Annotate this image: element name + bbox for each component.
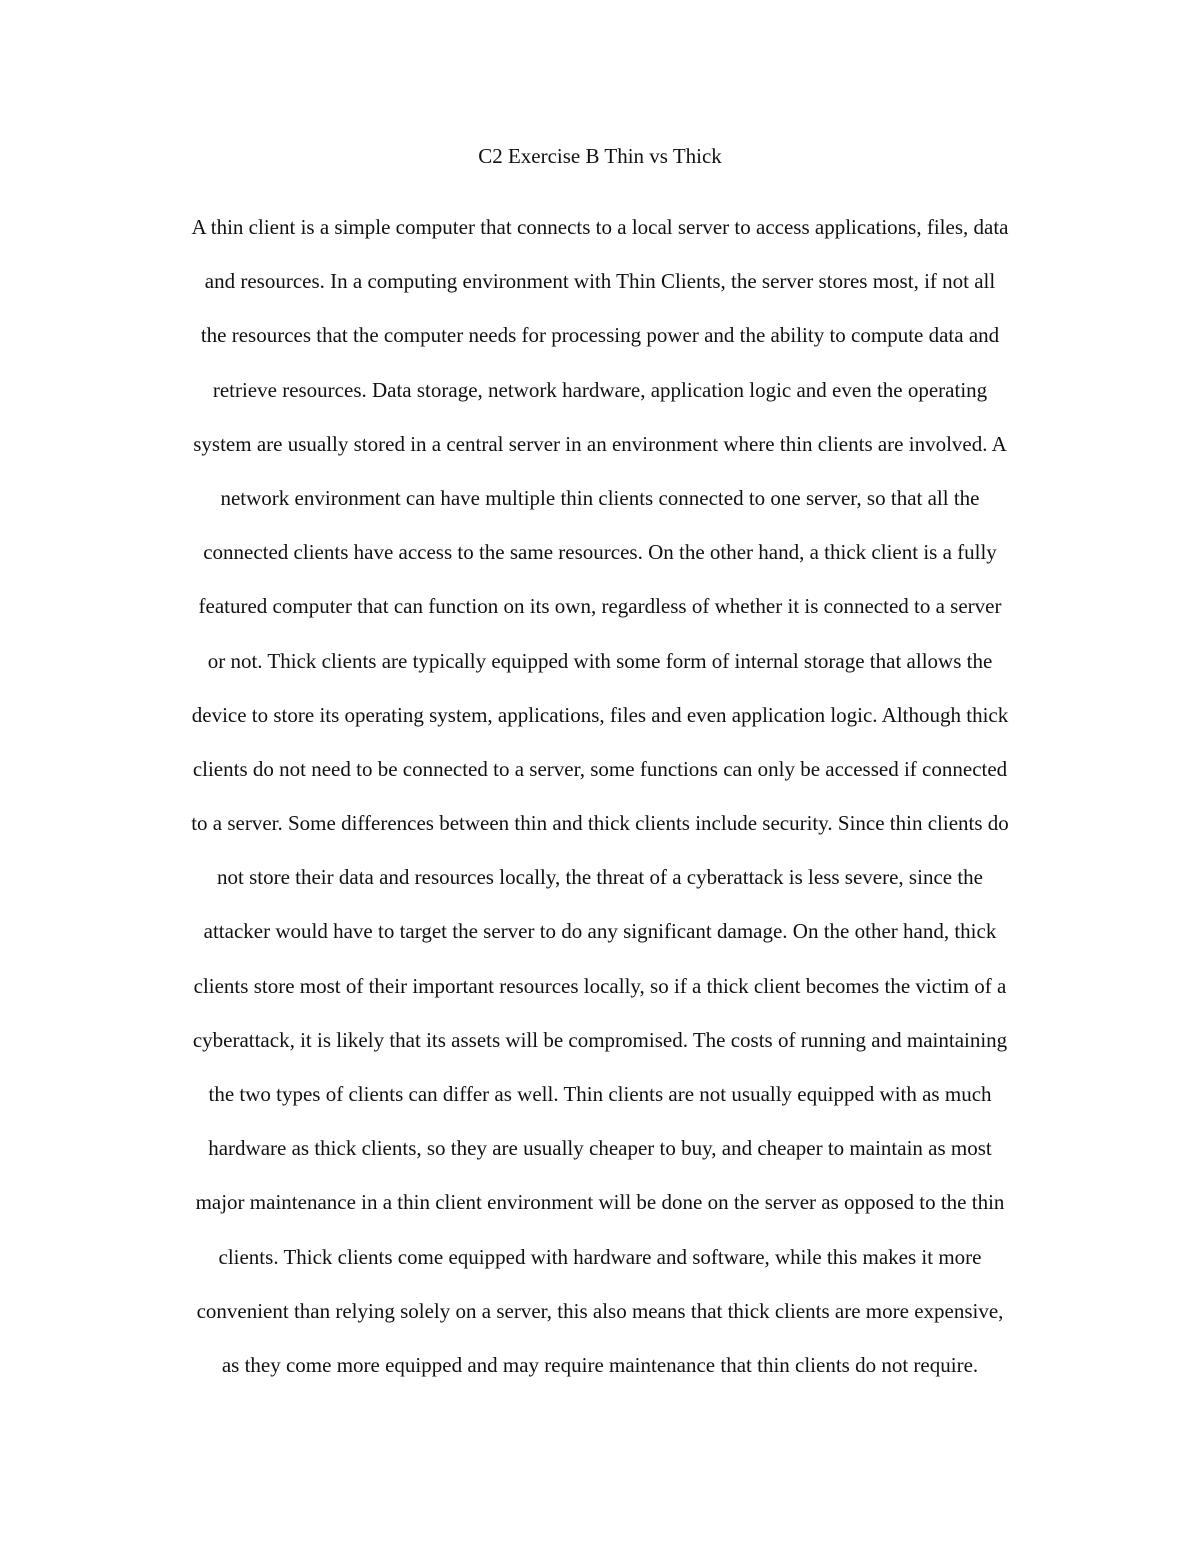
- body-line: and resources. In a computing environment with Thin Clients, the server stores most, if not all: [204, 269, 996, 294]
- body-line: device to store its operating system, applications, files and even application logic. Although thick: [191, 702, 1009, 727]
- body-line: cyberattack, it is likely that its assets will be compromised. The costs of running and maintaining: [192, 1027, 1008, 1052]
- body-line: A thin client is a simple computer that connects to a local server to access applications, files, data: [191, 215, 1009, 239]
- body-line: to a server. Some differences between thin and thick clients include security. Since thin clients do: [191, 811, 1009, 836]
- body-line: attacker would have to target the server to do any significant damage. On the other hand, thick: [203, 919, 997, 944]
- body-line: connected clients have access to the same resources. On the other hand, a thick client is a fully: [203, 540, 997, 565]
- body-line: the two types of clients can differ as well. Thin clients are not usually equipped with as much: [208, 1082, 992, 1106]
- body-line: as they come more equipped and may require maintenance that thin clients do not require.: [221, 1352, 979, 1377]
- body-line: network environment can have multiple thin clients connected to one server, so that all the: [220, 485, 980, 510]
- document-title: C2 Exercise B Thin vs Thick: [478, 144, 722, 168]
- body-line: retrieve resources. Data storage, network hardware, application logic and even the operating: [212, 377, 988, 402]
- body-line: not store their data and resources locally, the threat of a cyberattack is less severe, since the: [217, 865, 983, 890]
- body-line: hardware as thick clients, so they are usually cheaper to buy, and cheaper to maintain as most: [208, 1136, 992, 1161]
- body-line: convenient than relying solely on a server, this also means that thick clients are more expensive,: [196, 1298, 1004, 1323]
- body-line: clients. Thick clients come equipped with hardware and software, while this makes it more: [218, 1244, 982, 1269]
- body-line: major maintenance in a thin client environment will be done on the server as opposed to the thin: [195, 1190, 1005, 1215]
- body-line: system are usually stored in a central server in an environment where thin clients are involved. A: [193, 431, 1007, 456]
- body-line: or not. Thick clients are typically equipped with some form of internal storage that allows the: [207, 648, 993, 673]
- body-line: clients store most of their important resources locally, so if a thick client becomes the victim of a: [193, 973, 1007, 998]
- body-line: the resources that the computer needs for processing power and the ability to compute data and: [200, 323, 1000, 348]
- document-body: [140, 200, 1060, 1392]
- body-line: clients do not need to be connected to a server, some functions can only be accessed if connected: [192, 756, 1008, 781]
- body-line: featured computer that can function on its own, regardless of whether it is connected to a server: [198, 594, 1002, 619]
